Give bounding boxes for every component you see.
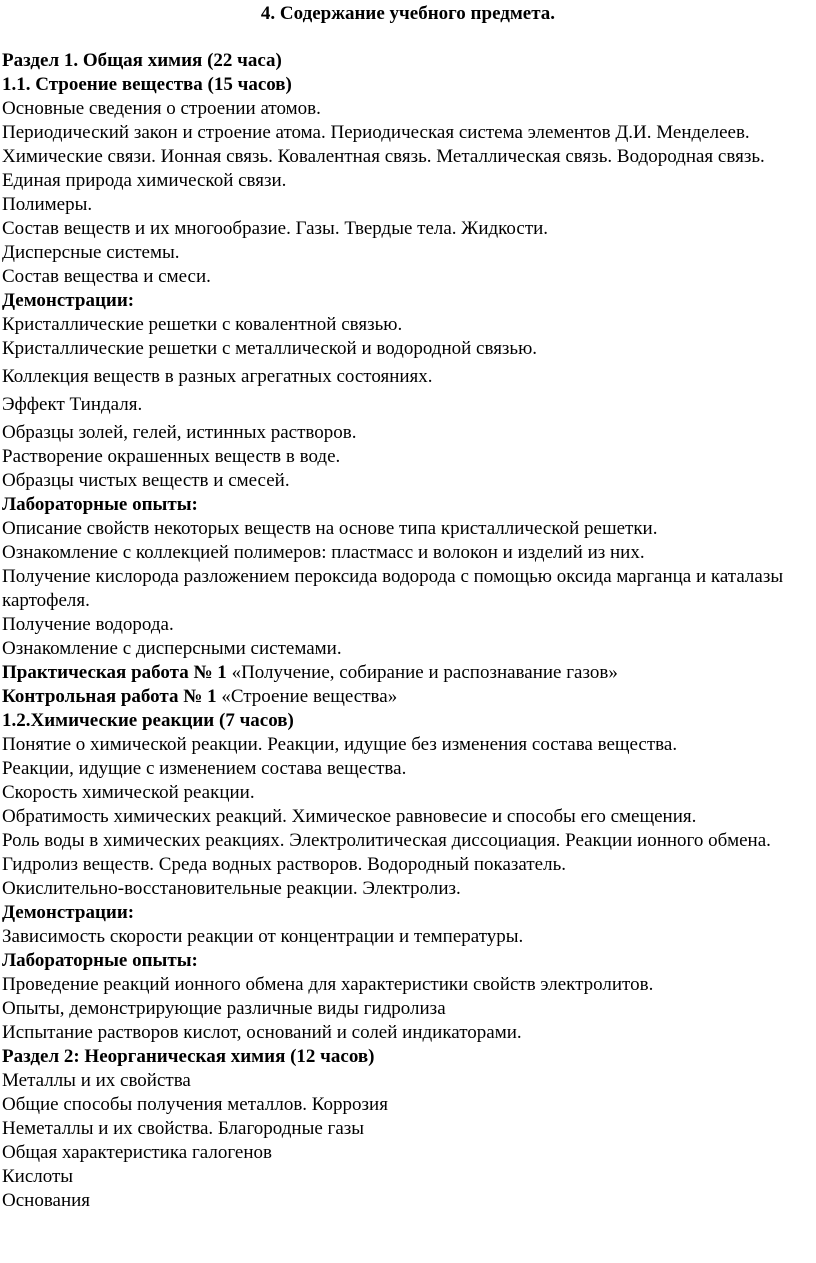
section-heading: Демонстрации: bbox=[2, 902, 135, 923]
text-line: Общие способы получения металлов. Коррозия bbox=[2, 1094, 388, 1115]
text-line: Кристаллические решетки с металлической и водородной связью. bbox=[2, 338, 538, 359]
text-line: Основные сведения о строении атомов. bbox=[2, 98, 321, 119]
text-line: Эффект Тиндаля. bbox=[2, 394, 143, 415]
text-line: Опыты, демонстрирующие различные виды гидролиза bbox=[2, 998, 446, 1019]
text-line: Окислительно-восстановительные реакции. Электролиз. bbox=[2, 878, 461, 899]
text-line: Неметаллы и их свойства. Благородные газы bbox=[2, 1118, 365, 1139]
text-line: Основания bbox=[2, 1190, 91, 1211]
document-body bbox=[0, 49, 816, 1213]
section-heading: 1.1. Строение вещества (15 часов) bbox=[2, 74, 292, 95]
text-line: Общая характеристика галогенов bbox=[2, 1142, 272, 1163]
text-line: Полимеры. bbox=[2, 194, 93, 215]
text-line: Кристаллические решетки с ковалентной связью. bbox=[2, 314, 403, 335]
text-line: Дисперсные системы. bbox=[2, 242, 180, 263]
work-label: Практическая работа № 1 bbox=[2, 662, 227, 683]
text-line: Металлы и их свойства bbox=[2, 1070, 191, 1091]
text-line: Скорость химической реакции. bbox=[2, 782, 255, 803]
text-line: Реакции, идущие с изменением состава вещества. bbox=[2, 758, 407, 779]
text-line: Гидролиз веществ. Среда водных растворов. Водородный показатель. bbox=[2, 854, 567, 875]
text-line: Ознакомление с дисперсными системами. bbox=[2, 638, 342, 659]
document-title: 4. Содержание учебного предмета. bbox=[260, 3, 556, 24]
text-line: Периодический закон и строение атома. Периодическая система элементов Д.И. Менделеев. bbox=[2, 122, 750, 143]
work-title: «Строение вещества» bbox=[216, 686, 398, 707]
section-heading: Лабораторные опыты: bbox=[2, 494, 198, 515]
text-line: Понятие о химической реакции. Реакции, идущие без изменения состава вещества. bbox=[2, 734, 678, 755]
text-line: Образцы чистых веществ и смесей. bbox=[2, 470, 290, 491]
section-heading: Лабораторные опыты: bbox=[2, 950, 198, 971]
work-label: Контрольная работа № 1 bbox=[2, 686, 217, 707]
text-line: Образцы золей, гелей, истинных растворов. bbox=[2, 422, 357, 443]
text-line: Получение кислорода разложением пероксида водорода с помощью оксида марганца и каталазы картофеля. bbox=[2, 566, 784, 611]
text-line: Проведение реакций ионного обмена для характеристики свойств электролитов. bbox=[2, 974, 654, 995]
work-title: «Получение, собирание и распознавание газов» bbox=[226, 662, 618, 683]
text-line: Состав веществ и их многообразие. Газы. Твердые тела. Жидкости. bbox=[2, 218, 549, 239]
text-line: Получение водорода. bbox=[2, 614, 174, 635]
text-line: Зависимость скорости реакции от концентрации и температуры. bbox=[2, 926, 524, 947]
text-line: Коллекция веществ в разных агрегатных состояниях. bbox=[2, 366, 433, 387]
section-heading: Раздел 1. Общая химия (22 часа) bbox=[2, 50, 282, 71]
text-line bbox=[2, 685, 812, 709]
text-line: Испытание растворов кислот, оснований и солей индикаторами. bbox=[2, 1022, 522, 1043]
section-heading: 1.2.Химические реакции (7 часов) bbox=[2, 710, 294, 731]
text-line: Химические связи. Ионная связь. Ковалентная связь. Металлическая связь. Водородная связь. Единая природа химической связи. bbox=[2, 146, 765, 191]
text-line bbox=[2, 661, 812, 685]
text-line: Описание свойств некоторых веществ на основе типа кристаллической решетки. bbox=[2, 518, 658, 539]
blank-line bbox=[0, 26, 816, 49]
text-line: Обратимость химических реакций. Химическое равновесие и способы его смещения. bbox=[2, 806, 697, 827]
text-line: Кислоты bbox=[2, 1166, 74, 1187]
text-line: Роль воды в химических реакциях. Электролитическая диссоциация. Реакции ионного обмена. bbox=[2, 830, 771, 851]
section-heading: Раздел 2: Неорганическая химия (12 часов) bbox=[2, 1046, 375, 1067]
text-line: Состав вещества и смеси. bbox=[2, 266, 211, 287]
text-line: Ознакомление с коллекцией полимеров: пластмасс и волокон и изделий из них. bbox=[2, 542, 645, 563]
section-heading: Демонстрации: bbox=[2, 290, 135, 311]
text-line: Растворение окрашенных веществ в воде. bbox=[2, 446, 341, 467]
